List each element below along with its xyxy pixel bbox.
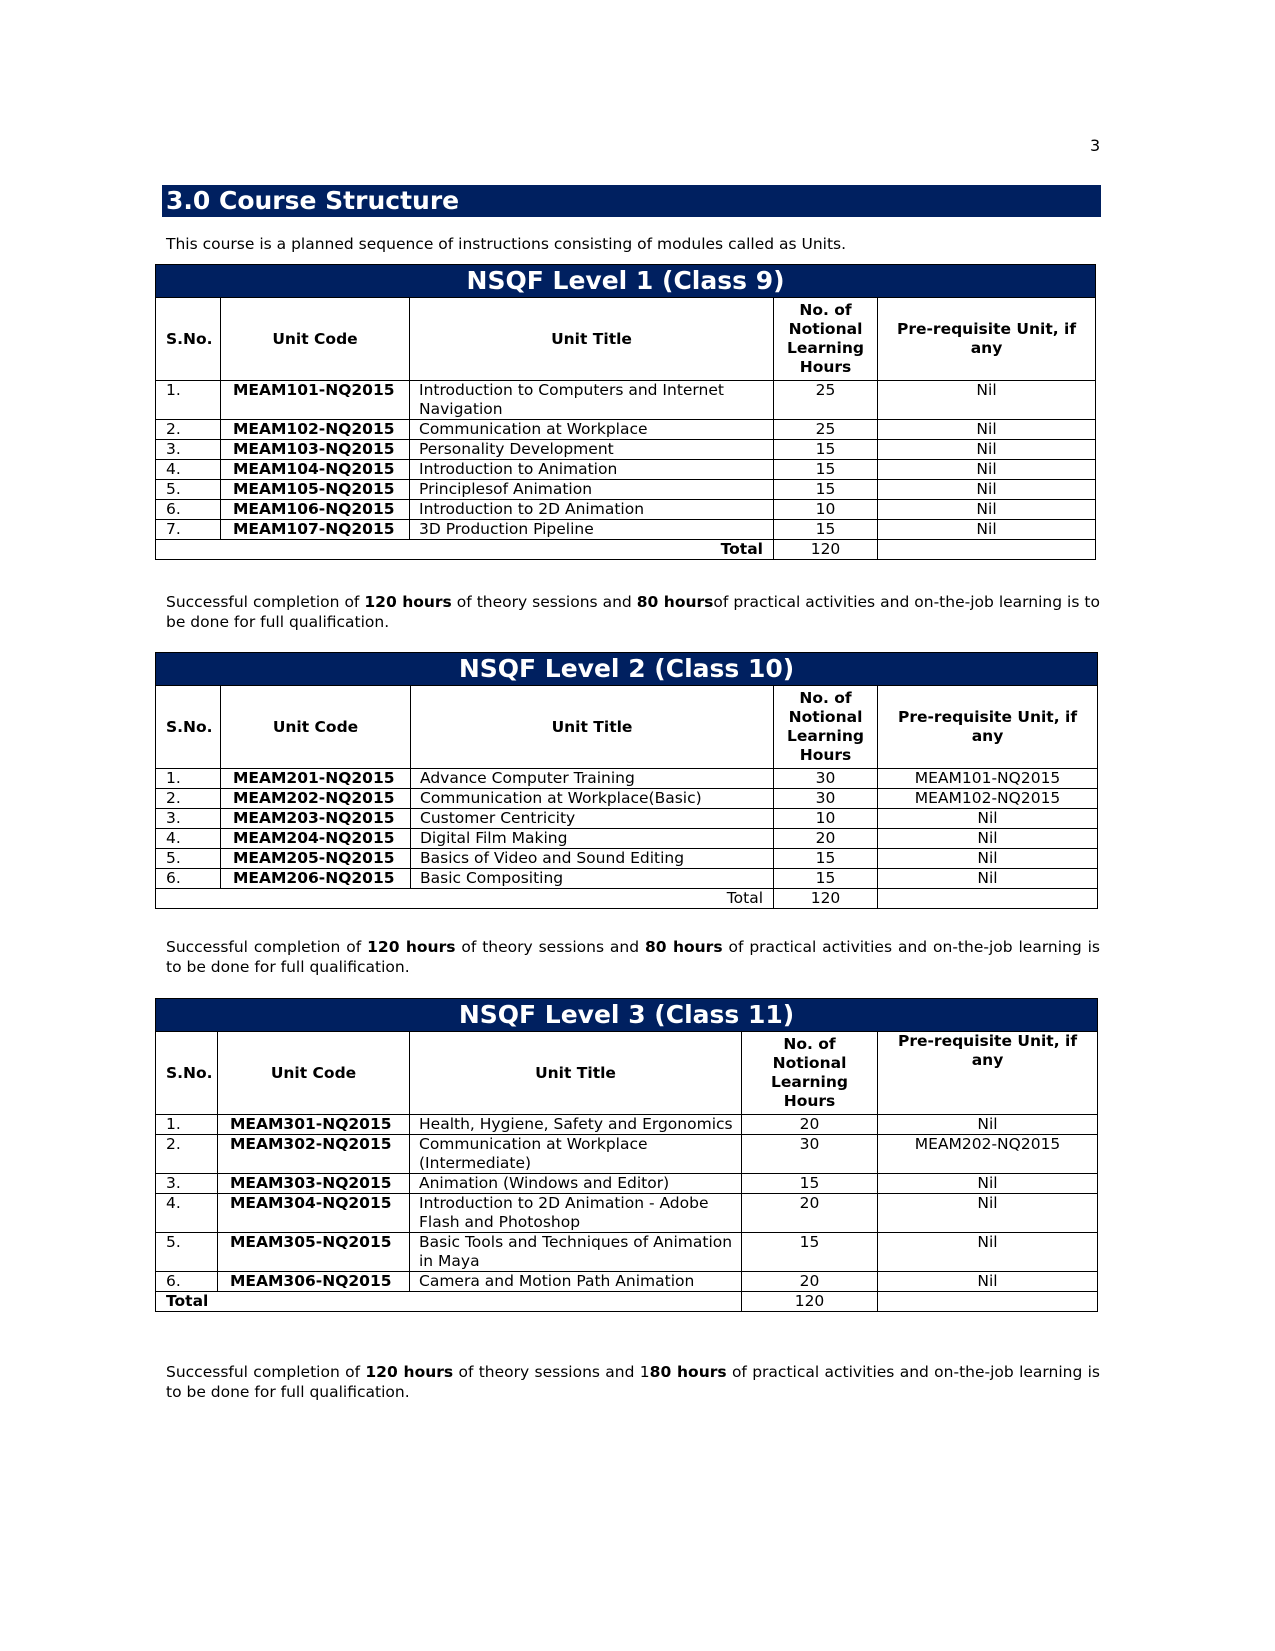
row-unit-title: Basic Compositing [411,869,774,889]
row-sno: 2. [156,789,221,809]
row-unit-code: MEAM201-NQ2015 [221,769,411,789]
row-hours: 25 [774,381,878,420]
row-hours: 15 [742,1233,878,1272]
row-hours: 20 [774,829,878,849]
row-hours: 10 [774,809,878,829]
row-unit-title: Introduction to Animation [410,460,774,480]
table-row [156,460,1096,480]
total-hours: 120 [742,1292,878,1312]
row-prereq: Nil [878,1233,1098,1272]
table-row [156,520,1096,540]
table-row [156,381,1096,420]
table-row [156,1115,1098,1135]
row-unit-code: MEAM306-NQ2015 [218,1272,410,1292]
row-unit-code: MEAM102-NQ2015 [221,420,410,440]
row-unit-title: Camera and Motion Path Animation [410,1272,742,1292]
table-row [156,849,1098,869]
row-unit-code: MEAM101-NQ2015 [221,381,410,420]
header-prereq: Pre-requisite Unit, if any [878,686,1098,769]
row-hours: 10 [774,500,878,520]
header-hours: No. of Notional Learning Hours [774,298,878,381]
row-prereq: Nil [878,1272,1098,1292]
level-1-table [155,264,1096,560]
row-prereq: Nil [878,460,1096,480]
row-sno: 1. [156,1115,218,1135]
row-sno: 3. [156,440,221,460]
row-prereq: Nil [878,849,1098,869]
row-prereq: MEAM202-NQ2015 [878,1135,1098,1174]
table-row [156,789,1098,809]
total-label: Total [156,1292,742,1312]
row-prereq: Nil [878,1115,1098,1135]
table-row [156,440,1096,460]
header-unit-code: Unit Code [221,298,410,381]
row-sno: 2. [156,420,221,440]
header-prereq: Pre-requisite Unit, if any [878,1032,1098,1115]
table-row [156,480,1096,500]
page-number: 3 [1090,136,1101,155]
row-unit-code: MEAM303-NQ2015 [218,1174,410,1194]
row-sno: 5. [156,480,221,500]
row-unit-title: Basic Tools and Techniques of Animation in Maya [410,1233,742,1272]
row-unit-title: Customer Centricity [411,809,774,829]
row-hours: 30 [774,769,878,789]
row-hours: 30 [742,1135,878,1174]
rows [156,381,1096,540]
row-sno: 1. [156,381,221,420]
total-empty [878,540,1096,560]
row-unit-title: Introduction to 2D Animation [410,500,774,520]
table-row [156,1233,1098,1272]
completion-text: Successful completion of 120 hours of theory sessions and 80 hoursof practical activities and on-the-job learning is to be done for full qualification. [166,593,1100,631]
row-unit-title: Principlesof Animation [410,480,774,500]
row-unit-code: MEAM105-NQ2015 [221,480,410,500]
row-sno: 4. [156,1194,218,1233]
row-sno: 7. [156,520,221,540]
row-sno: 5. [156,849,221,869]
row-sno: 2. [156,1135,218,1174]
row-hours: 15 [774,480,878,500]
header-unit-title: Unit Title [411,686,774,769]
rows [156,1115,1098,1292]
total-hours: 120 [774,889,878,909]
row-unit-code: MEAM106-NQ2015 [221,500,410,520]
row-unit-title: Introduction to 2D Animation - Adobe Flash and Photoshop [410,1194,742,1233]
row-hours: 15 [774,869,878,889]
row-prereq: Nil [878,480,1096,500]
total-empty [878,889,1098,909]
row-prereq: Nil [878,520,1096,540]
level-title: NSQF Level 3 (Class 11) [156,999,1098,1032]
row-unit-code: MEAM203-NQ2015 [221,809,411,829]
row-unit-title: 3D Production Pipeline [410,520,774,540]
header-unit-code: Unit Code [221,686,411,769]
header-unit-code: Unit Code [218,1032,410,1115]
row-hours: 20 [742,1115,878,1135]
total-empty [878,1292,1098,1312]
row-sno: 1. [156,769,221,789]
completion-text: Successful completion of 120 hours of theory sessions and 80 hours of practical activities and on-the-job learning is to be done for full qualification. [166,938,1101,976]
row-unit-code: MEAM202-NQ2015 [221,789,411,809]
row-unit-title: Health, Hygiene, Safety and Ergonomics [410,1115,742,1135]
header-sno: S.No. [156,686,221,769]
row-prereq: Nil [878,869,1098,889]
row-hours: 15 [774,460,878,480]
table-row [156,420,1096,440]
row-unit-code: MEAM205-NQ2015 [221,849,411,869]
total-row [156,889,1098,909]
header-prereq: Pre-requisite Unit, if any [878,298,1096,381]
row-prereq: Nil [878,1174,1098,1194]
table-row [156,769,1098,789]
row-unit-title: Communication at Workplace [410,420,774,440]
total-label: Total [156,540,774,560]
table-row [156,829,1098,849]
row-hours: 15 [774,849,878,869]
row-prereq: Nil [878,500,1096,520]
row-hours: 20 [742,1272,878,1292]
header-unit-title: Unit Title [410,298,774,381]
row-prereq: MEAM102-NQ2015 [878,789,1098,809]
table-row [156,1174,1098,1194]
total-row [156,1292,1098,1312]
row-unit-code: MEAM206-NQ2015 [221,869,411,889]
row-unit-title: Basics of Video and Sound Editing [411,849,774,869]
row-prereq: Nil [878,440,1096,460]
header-sno: S.No. [156,1032,218,1115]
row-sno: 3. [156,809,221,829]
row-hours: 30 [774,789,878,809]
section-heading: 3.0 Course Structure [162,185,1101,217]
row-prereq: Nil [878,420,1096,440]
row-hours: 25 [774,420,878,440]
row-unit-code: MEAM305-NQ2015 [218,1233,410,1272]
header-unit-title: Unit Title [410,1032,742,1115]
row-sno: 6. [156,869,221,889]
row-prereq: Nil [878,381,1096,420]
level-title: NSQF Level 1 (Class 9) [156,265,1096,298]
table-row [156,1272,1098,1292]
row-unit-code: MEAM304-NQ2015 [218,1194,410,1233]
row-hours: 20 [742,1194,878,1233]
row-hours: 15 [742,1174,878,1194]
table-row [156,500,1096,520]
table-row [156,1194,1098,1233]
row-unit-code: MEAM302-NQ2015 [218,1135,410,1174]
row-hours: 15 [774,520,878,540]
table-row [156,1135,1098,1174]
row-sno: 6. [156,500,221,520]
table-row [156,809,1098,829]
level-3-table [155,998,1098,1312]
row-prereq: Nil [878,829,1098,849]
row-unit-title: Communication at Workplace (Intermediate) [410,1135,742,1174]
row-prereq: Nil [878,809,1098,829]
header-hours: No. of Notional Learning Hours [742,1032,878,1115]
row-unit-title: Digital Film Making [411,829,774,849]
row-unit-code: MEAM301-NQ2015 [218,1115,410,1135]
row-sno: 5. [156,1233,218,1272]
intro-text: This course is a planned sequence of instructions consisting of modules called as Units. [166,235,847,253]
row-unit-title: Animation (Windows and Editor) [410,1174,742,1194]
row-prereq: MEAM101-NQ2015 [878,769,1098,789]
total-hours: 120 [774,540,878,560]
row-sno: 4. [156,829,221,849]
row-unit-code: MEAM103-NQ2015 [221,440,410,460]
level-2-table [155,652,1098,909]
row-unit-title: Advance Computer Training [411,769,774,789]
row-unit-code: MEAM104-NQ2015 [221,460,410,480]
row-sno: 6. [156,1272,218,1292]
row-sno: 4. [156,460,221,480]
header-hours: No. of Notional Learning Hours [774,686,878,769]
row-unit-title: Introduction to Computers and Internet Navigation [410,381,774,420]
row-prereq: Nil [878,1194,1098,1233]
row-unit-code: MEAM107-NQ2015 [221,520,410,540]
completion-text: Successful completion of 120 hours of theory sessions and 180 hours of practical activities and on-the-job learning is to be done for full qualification. [166,1363,1101,1401]
header-sno: S.No. [156,298,221,381]
row-unit-title: Communication at Workplace(Basic) [411,789,774,809]
rows [156,769,1098,889]
total-row [156,540,1096,560]
row-sno: 3. [156,1174,218,1194]
row-unit-code: MEAM204-NQ2015 [221,829,411,849]
total-label: Total [156,889,774,909]
row-unit-title: Personality Development [410,440,774,460]
row-hours: 15 [774,440,878,460]
table-row [156,869,1098,889]
level-title: NSQF Level 2 (Class 10) [156,653,1098,686]
